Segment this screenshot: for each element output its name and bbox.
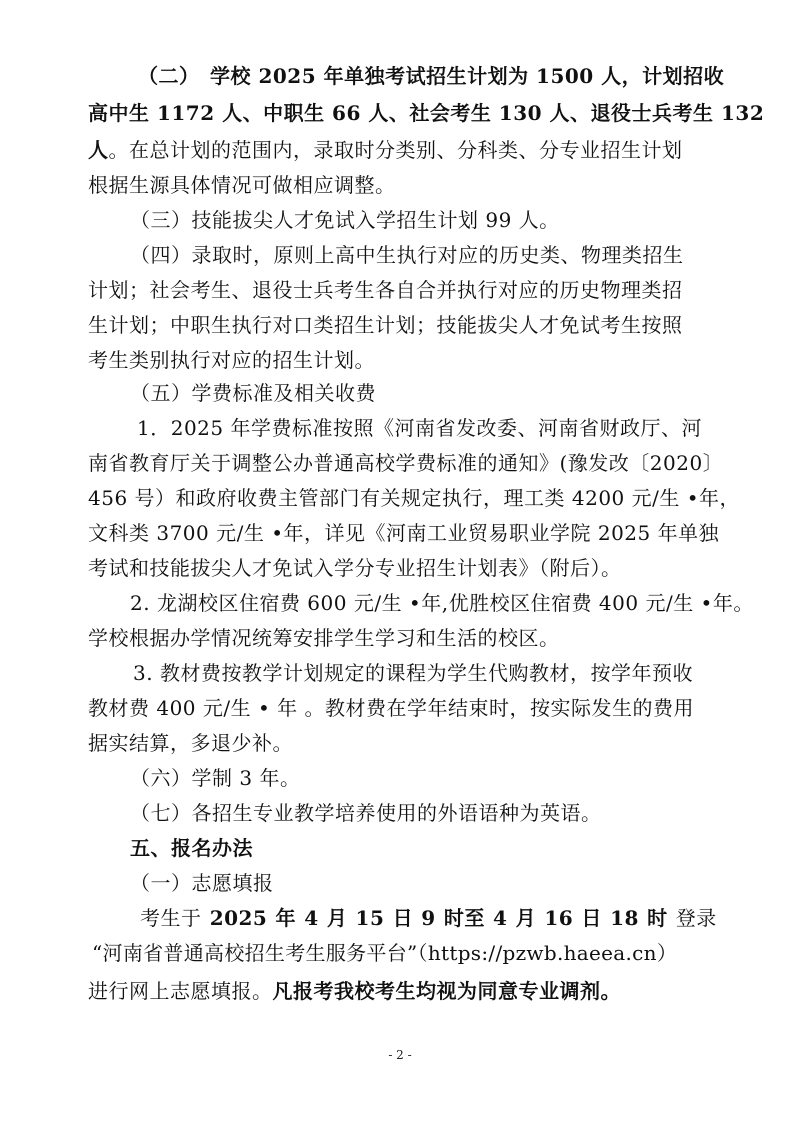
paragraph-line: 456 号）和政府收费主管部门有关规定执行，理工类 4200 元/生 •年，	[88, 486, 741, 510]
paragraph-line: 1．2025 年学费标准按照《河南省发改委、河南省财政厅、河	[137, 416, 702, 440]
text-span: 时	[647, 906, 668, 930]
paragraph-line: 生计划；中职生执行对口类招生计划；技能拔尖人才免试考生按照	[88, 313, 683, 337]
paragraph-line: 2. 龙湖校区住宿费 600 元/生 •年,优胜校区住宿费 400 元/生 •年。	[130, 591, 754, 615]
subsection-heading: （一）志愿填报	[130, 871, 274, 895]
paragraph-line: （四）录取时，原则上高中生执行对应的历史类、物理类招生	[130, 243, 684, 267]
paragraph-line: （五）学费标准及相关收费	[130, 381, 376, 405]
paragraph-line: 高中生 1172 人、中职生 66 人、社会考生 130 人、退役士兵考生 132	[88, 101, 765, 125]
text-span: 16	[544, 906, 574, 930]
paragraph-line	[88, 977, 800, 1005]
text-span: 考生于	[140, 906, 202, 930]
paragraph-line: 教材费 400 元/生 • 年 。教材费在学年结束时，按实际发生的费用	[88, 696, 694, 720]
text-span: 人	[88, 138, 109, 162]
paragraph-line: （六）学制 3 年。	[130, 766, 301, 790]
text-span: 时至	[443, 906, 485, 930]
text-span: 18	[610, 906, 639, 930]
paragraph-line	[88, 136, 800, 164]
paragraph-line: （七）各招生专业教学培养使用的外语语种为英语。	[130, 801, 602, 825]
paragraph-line: （三）技能拔尖人才免试入学招生计划 99 人。	[130, 208, 560, 232]
paragraph-line: 考试和技能拔尖人才免试入学分专业招生计划表》（附后）。	[88, 556, 622, 580]
text-span: （二）	[138, 64, 210, 88]
text-span: 日	[392, 906, 414, 930]
paragraph-line: 根据生源具体情况可做相应调整。	[88, 173, 396, 197]
text-span: 年	[275, 906, 297, 930]
text-span: 学校 2025 年单独考试招生计划为 1500 人，计划招收	[210, 64, 725, 88]
text-span: 登录	[675, 906, 717, 930]
page-number: - 2 -	[388, 1048, 412, 1062]
paragraph-line: 文科类 3700 元/生 •年，详见《河南工业贸易职业学院 2025 年单独	[88, 521, 720, 545]
emphasis-text: 凡报考我校考生均视为同意专业调剂。	[272, 979, 621, 1003]
paragraph-line: 计划；社会考生、退役士兵考生各自合并执行对应的历史物理类招	[88, 278, 683, 302]
text-span: 日	[581, 906, 602, 930]
paragraph-line: “河南省普通高校招生考生服务平台”（https://pzwb.haeea.cn）	[92, 941, 678, 965]
text-span: 9	[421, 906, 436, 930]
section-heading: 五、报名办法	[130, 836, 253, 860]
paragraph-line: 学校根据办学情况统筹安排学生学习和生活的校区。	[88, 626, 560, 650]
paragraph-line: 考生类别执行对应的招生计划。	[88, 348, 375, 372]
text-span: 4	[493, 906, 508, 930]
text-span: 4	[304, 906, 319, 930]
paragraph-line: 据实结算，多退少补。	[88, 731, 293, 755]
text-span: 15	[355, 906, 385, 930]
paragraph-line	[138, 62, 738, 90]
text-span: 2025	[209, 906, 268, 930]
paragraph-line: 南省教育厅关于调整公办普通高校学费标准的通知》(豫发改〔2020〕	[88, 451, 724, 475]
text-span: 进行网上志愿填报。	[88, 979, 273, 1003]
text-span: 月	[326, 906, 348, 930]
paragraph-line: 3. 教材费按教学计划规定的课程为学生代购教材，按学年预收	[133, 661, 693, 685]
paragraph-line-justified	[140, 904, 717, 932]
text-span: 月	[515, 906, 537, 930]
text-span: 。在总计划的范围内，录取时分类别、分科类、分专业招生计划	[108, 138, 683, 162]
